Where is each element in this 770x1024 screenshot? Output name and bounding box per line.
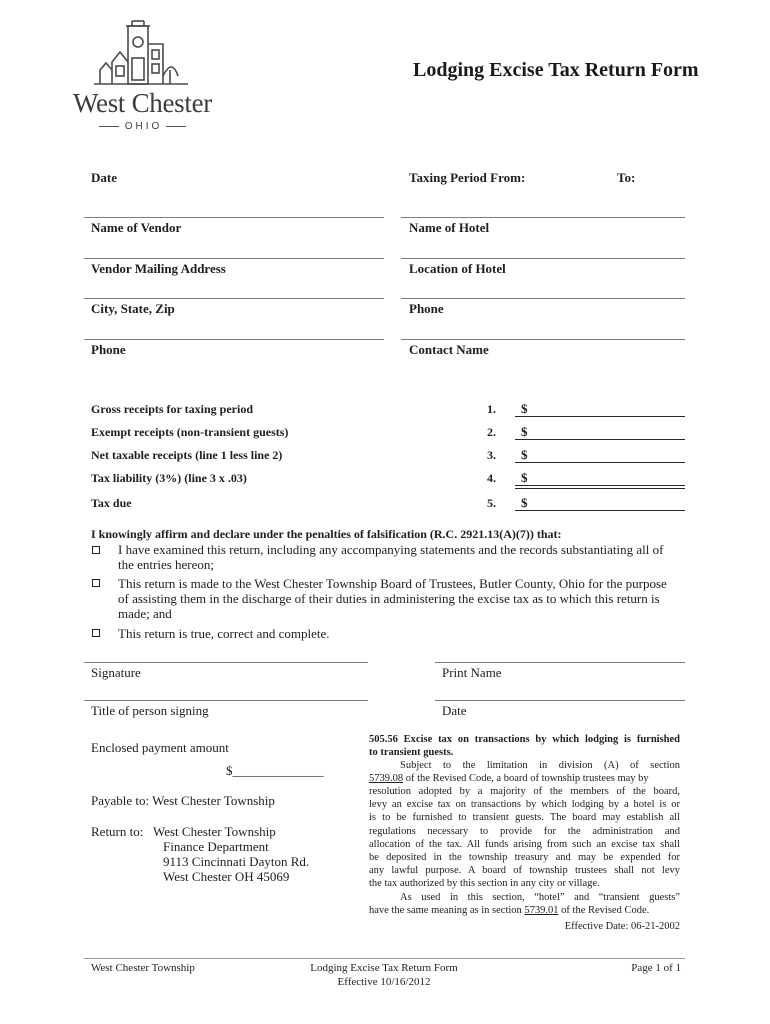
statute-line2-text: of the Revised Code, a board of township trustees may by [403, 773, 649, 784]
return-address-line3: 9113 Cincinnati Dayton Rd. [163, 854, 310, 869]
receipt-currency-3: $ [521, 447, 528, 462]
statute-line8: be deposited in the township treasury and may be expended for [369, 852, 680, 863]
receipt-num-3: 3. [487, 448, 496, 462]
section-5739-08-link[interactable]: 5739.08 [369, 773, 404, 784]
statute-line9: any lawful purpose. A board of township trustees shall not levy [369, 865, 680, 876]
to-label: To: [617, 170, 636, 185]
statute-heading-line2: to transient guests. [369, 747, 454, 758]
print-name-label: Print Name [442, 665, 502, 680]
statute-line7: allocation of the tax. All funds arising from such an excise tax shall [369, 839, 680, 850]
affirm-item-2-line2: of assisting them in the discharge of their duties in administering the excise tax as to which this return is [118, 591, 660, 606]
statute-line12 [369, 904, 680, 917]
city-state-zip-label: City, State, Zip [91, 301, 175, 316]
affirm-item-1-line1: I have examined this return, including any accompanying statements and the records substantiating all of [118, 542, 664, 557]
vendor-phone-label: Phone [91, 342, 126, 357]
gross-receipts-input-line[interactable] [515, 416, 685, 417]
footer-divider [84, 958, 685, 959]
signature-line[interactable] [84, 662, 368, 663]
receipt-num-2: 2. [487, 425, 496, 439]
receipt-currency-2: $ [521, 424, 528, 439]
signature-label: Signature [91, 665, 141, 680]
vendor-name-line[interactable] [84, 217, 384, 218]
vendor-mailing-address-label: Vendor Mailing Address [91, 261, 226, 276]
affirm-item-3: This return is true, correct and complete. [118, 626, 330, 641]
return-address-line4: West Chester OH 45069 [163, 869, 290, 884]
signature-date-line[interactable] [435, 700, 685, 701]
section-5739-01-link[interactable]: 5739.01 [524, 905, 559, 916]
statute-line11: As used in this section, “hotel” and “transient guests” [400, 892, 680, 903]
receipt-currency-4: $ [521, 470, 528, 485]
form-title: Lodging Excise Tax Return Form [413, 59, 699, 81]
statute-line12-post: of the Revised Code. [558, 905, 650, 916]
vendor-mailing-address-line[interactable] [84, 258, 384, 259]
vendor-phone-line[interactable] [84, 339, 384, 340]
hotel-name-line[interactable] [401, 217, 685, 218]
contact-name-line[interactable] [401, 339, 685, 340]
footer-center-line2: Effective 10/16/2012 [337, 976, 431, 988]
statute-line2 [369, 772, 680, 785]
tax-due-input-line[interactable] [515, 510, 685, 511]
affirmation-heading: I knowingly affirm and declare under the penalties of falsification (R.C. 2921.13(A)(7)) that: [91, 527, 562, 541]
receipt-label-5: Tax due [91, 496, 132, 510]
statute-line4: levy an excise tax on transactions by which lodging by a hotel is or [369, 799, 680, 810]
receipt-num-1: 1. [487, 402, 496, 416]
township-logo [60, 18, 225, 138]
statute-line12-pre: have the same meaning as in section [369, 905, 525, 916]
logo-state [60, 121, 225, 132]
footer-page-number: Page 1 of 1 [631, 962, 681, 974]
receipt-label-2: Exempt receipts (non-transient guests) [91, 425, 289, 439]
city-state-zip-line[interactable] [84, 298, 384, 299]
location-of-hotel-line[interactable] [401, 258, 685, 259]
signature-date-label: Date [442, 703, 467, 718]
footer-center-line1: Lodging Excise Tax Return Form [310, 962, 458, 974]
enclosed-payment-amount-field[interactable]: $______________ [226, 763, 324, 778]
return-address-line1: West Chester Township [153, 824, 276, 839]
net-taxable-input-line[interactable] [515, 462, 685, 463]
logo-wordmark: West Chester [73, 88, 212, 118]
receipt-label-4: Tax liability (3%) (line 3 x .03) [91, 471, 247, 485]
exempt-receipts-input-line[interactable] [515, 439, 685, 440]
statute-line10: the tax authorized by this section in any city or village. [369, 878, 600, 889]
title-of-signer-label: Title of person signing [91, 703, 209, 718]
taxing-period-from-label: Taxing Period From: [409, 170, 526, 185]
logo-state-text: OHIO [124, 121, 163, 132]
statute-heading-line1: 505.56 Excise tax on transactions by which lodging is furnished [369, 734, 680, 745]
print-name-line[interactable] [435, 662, 685, 663]
affirm-checkbox-1[interactable] [92, 546, 100, 554]
receipt-currency-5: $ [521, 495, 528, 510]
location-of-hotel-label: Location of Hotel [409, 261, 506, 276]
affirm-item-1-line2: the entries hereon; [118, 557, 215, 572]
hotel-phone-line[interactable] [401, 298, 685, 299]
payable-to-text: Payable to: West Chester Township [91, 793, 275, 808]
title-of-signer-line[interactable] [84, 700, 368, 701]
affirm-checkbox-2[interactable] [92, 579, 100, 587]
receipt-num-4: 4. [487, 471, 496, 485]
date-label: Date [91, 170, 117, 185]
statute-line6: regulations necessary to provide for the administration and [369, 826, 680, 837]
tax-liability-input-line[interactable] [515, 485, 685, 486]
statute-line5: is to be furnished to transient guests. The board may establish all [369, 812, 680, 823]
return-to-label: Return to: [91, 824, 144, 839]
affirm-item-2-line1: This return is made to the West Chester Township Board of Trustees, Butler County, Ohio for the purpose [118, 576, 667, 591]
receipt-label-1: Gross receipts for taxing period [91, 402, 253, 416]
receipt-currency-1: $ [521, 401, 528, 416]
footer-left: West Chester Township [91, 962, 195, 974]
hotel-phone-label: Phone [409, 301, 444, 316]
return-address-line2: Finance Department [163, 839, 269, 854]
enclosed-payment-label: Enclosed payment amount [91, 740, 229, 755]
statute-effective-date: Effective Date: 06-21-2002 [564, 921, 680, 932]
affirm-item-2-line3: made; and [118, 606, 172, 621]
affirm-checkbox-3[interactable] [92, 629, 100, 637]
receipt-label-3: Net taxable receipts (line 1 less line 2) [91, 448, 283, 462]
receipt-num-5: 5. [487, 496, 496, 510]
contact-name-label: Contact Name [409, 342, 489, 357]
statute-line3: resolution adopted by a majority of the members of the board, [369, 786, 680, 797]
name-of-vendor-label: Name of Vendor [91, 220, 182, 235]
statute-line1: Subject to the limitation in division (A) of section [400, 760, 680, 771]
name-of-hotel-label: Name of Hotel [409, 220, 490, 235]
township-building-icon [60, 18, 225, 93]
tax-liability-input-line-double [515, 488, 685, 489]
